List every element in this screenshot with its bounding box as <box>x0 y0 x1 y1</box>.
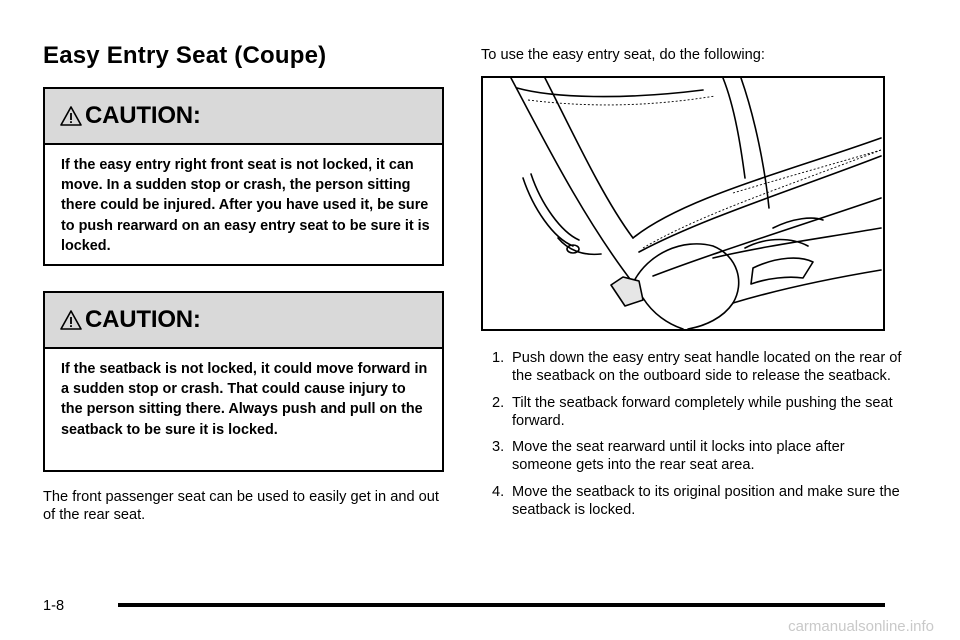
page-title: Easy Entry Seat (Coupe) <box>43 42 327 69</box>
footer-rule <box>118 603 885 607</box>
step-number: 1. <box>492 350 505 366</box>
step-number: 3. <box>492 439 505 455</box>
caution-body <box>45 349 442 454</box>
warning-triangle-icon <box>59 104 83 128</box>
caution-box <box>43 87 444 266</box>
caution-label: CAUTION: <box>85 102 201 129</box>
body-paragraph: The front passenger seat can be used to easily get in and out of the rear seat. <box>43 489 439 523</box>
caution-label: CAUTION: <box>85 306 201 333</box>
caution-box <box>43 291 444 472</box>
step-text: Move the seat rearward until it locks into place after someone gets into the rear seat area. <box>512 439 845 473</box>
seat-illustration <box>481 76 885 331</box>
instructions-intro: To use the easy entry seat, do the following: <box>481 47 765 63</box>
caution-text: If the seatback is not locked, it could move forward in a sudden stop or crash. That could cause injury to the person sitting there. Always push and pull on the seatback to be sure it is locked. <box>61 361 428 438</box>
caution-header <box>45 89 442 145</box>
caution-text: If the easy entry right front seat is not locked, it can move. In a sudden stop or crash, the person sitting there could be injured. After you have used it, be sure to push rearward on an easy entry seat to be sure it is locked. <box>61 157 430 254</box>
watermark: carmanualsonline.info <box>788 618 934 635</box>
warning-triangle-icon <box>59 308 83 332</box>
step-number: 4. <box>492 483 505 500</box>
list-item <box>492 483 902 519</box>
list-item <box>492 349 902 385</box>
caution-body <box>45 145 442 270</box>
instruction-steps <box>492 349 902 527</box>
step-text: Push down the easy entry seat handle located on the rear of the seatback on the outboard side to release the seatback. <box>512 350 902 384</box>
page-number: 1-8 <box>43 598 65 614</box>
seat-illustration-drawing <box>483 78 883 329</box>
step-number: 2. <box>492 394 505 411</box>
list-item <box>492 438 902 474</box>
step-text: Tilt the seatback forward completely while pushing the seat forward. <box>512 394 893 429</box>
list-item <box>492 394 902 430</box>
step-text: Move the seatback to its original position and make sure the seatback is locked. <box>512 483 900 518</box>
caution-header <box>45 293 442 349</box>
